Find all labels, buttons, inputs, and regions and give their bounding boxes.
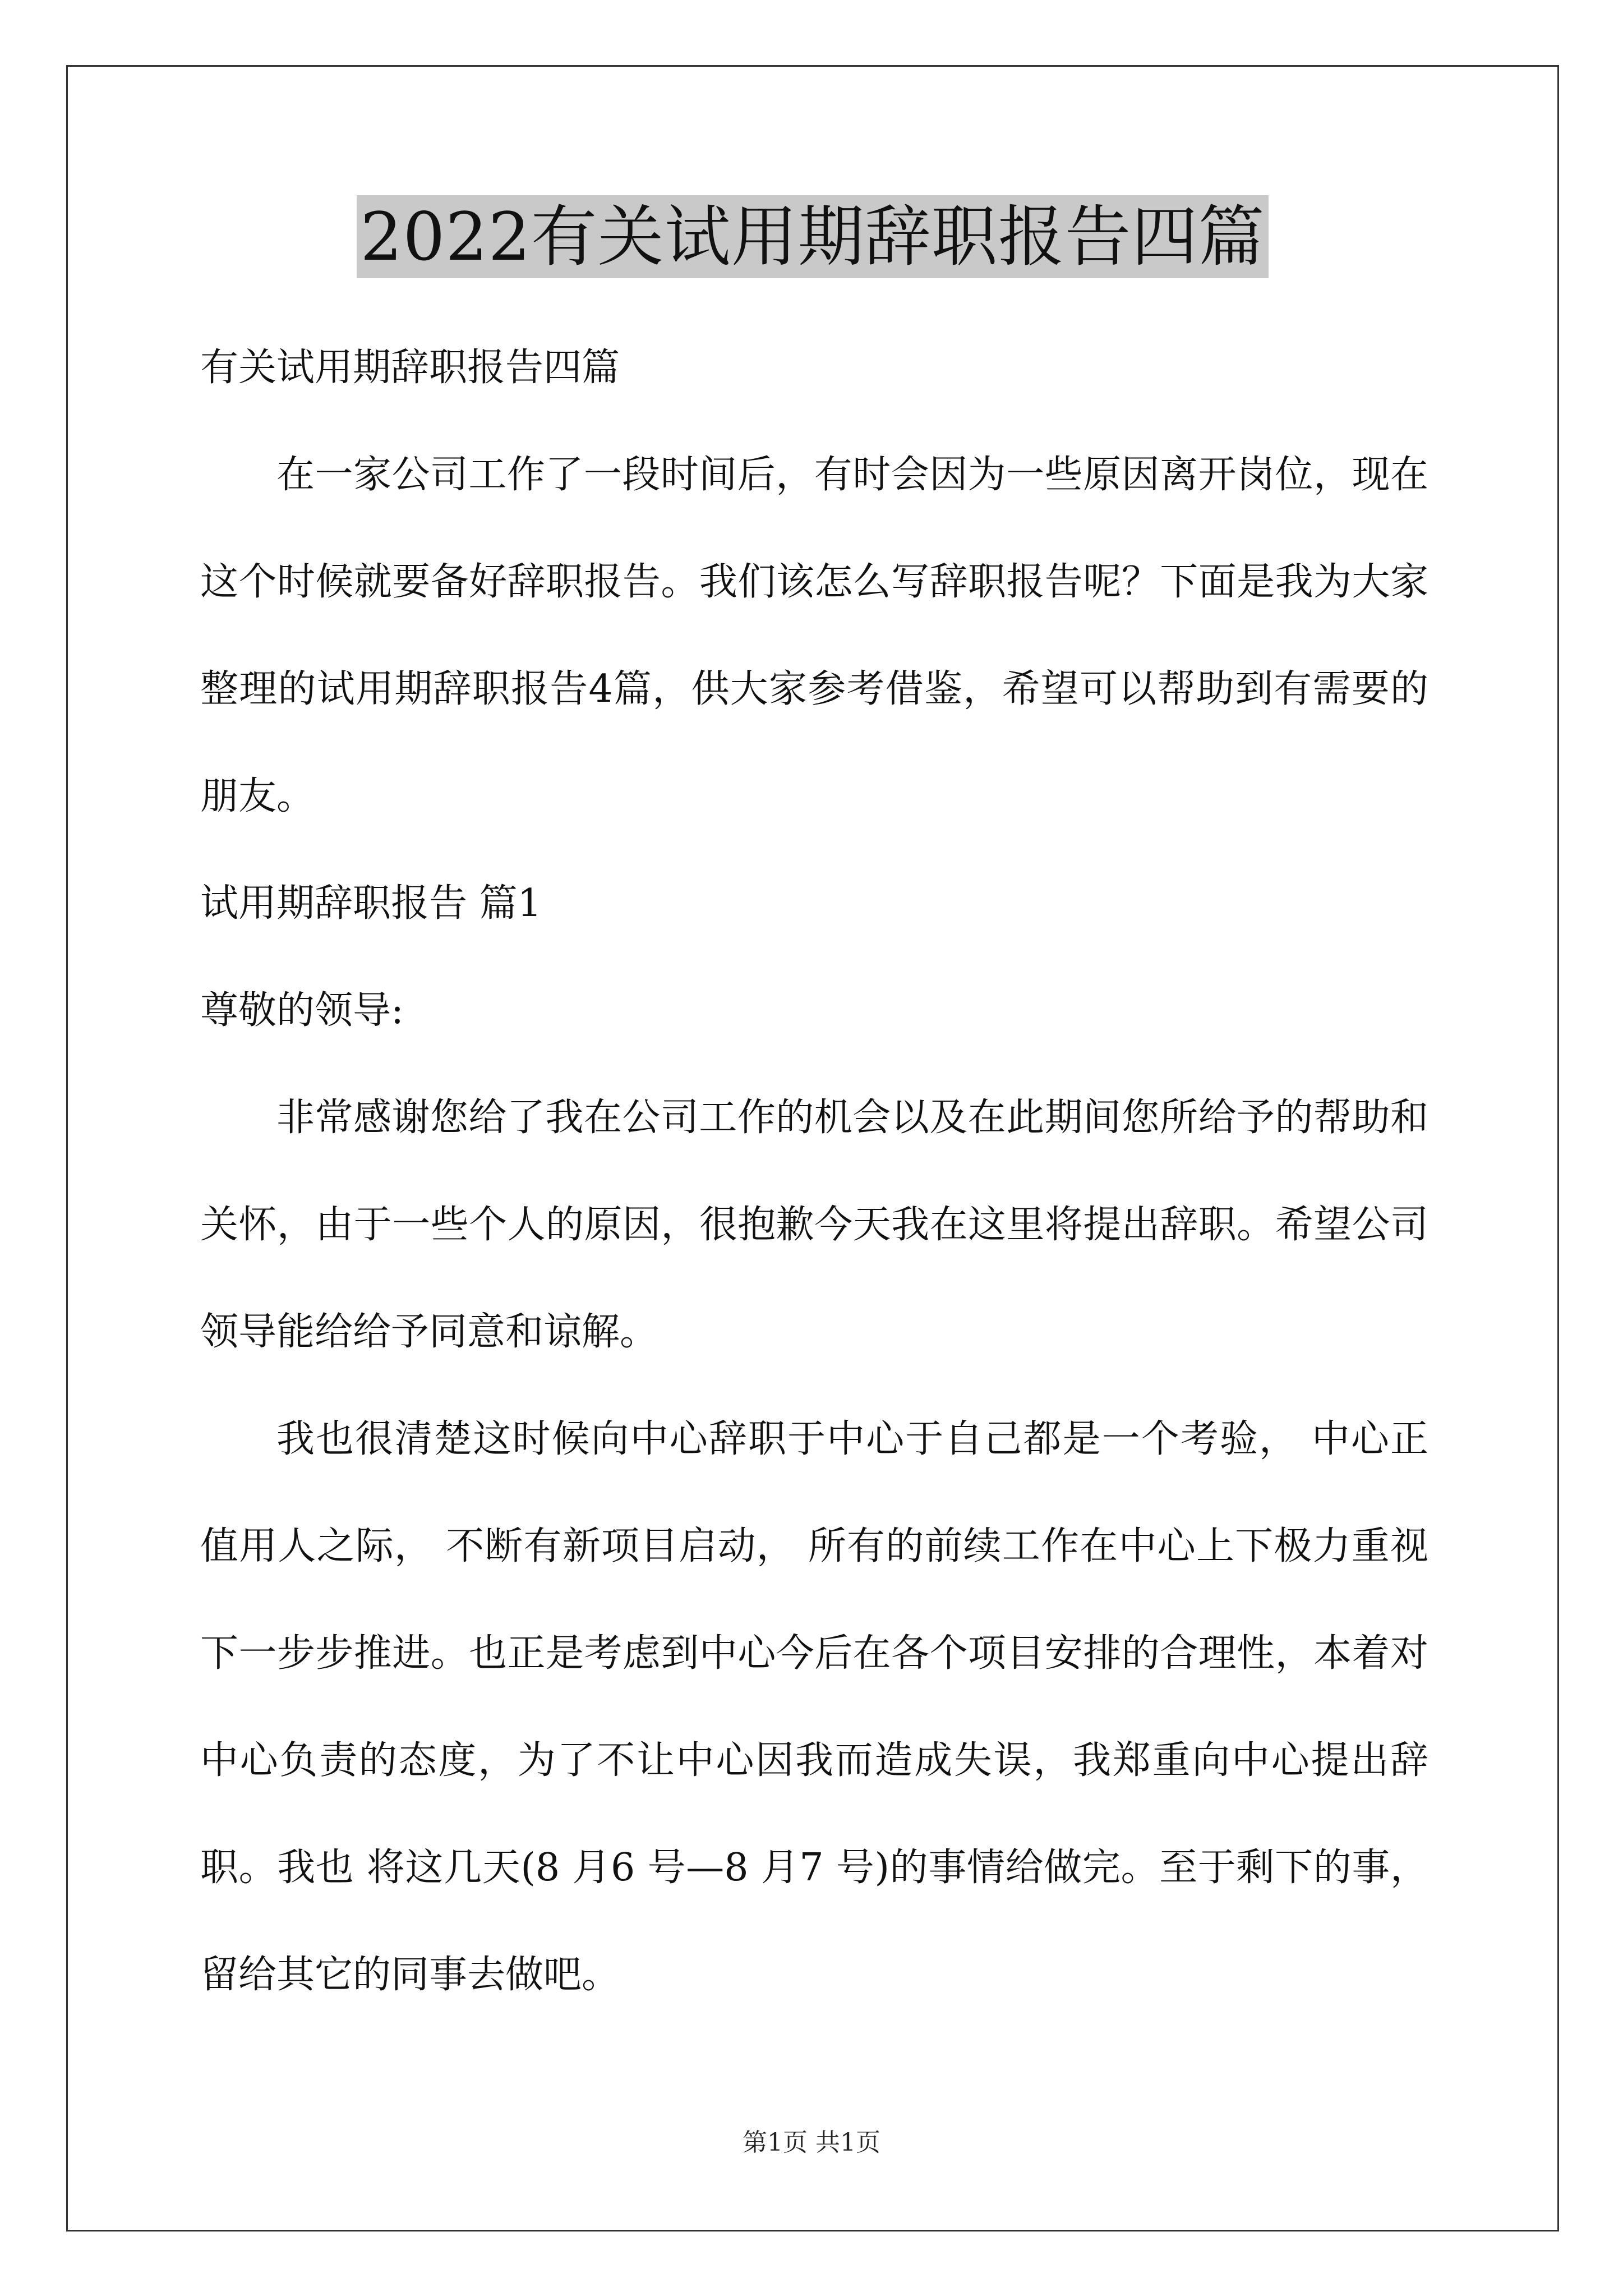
document-body — [200, 314, 1428, 2028]
document-title: 2022有关试用期辞职报告四篇 — [357, 195, 1268, 278]
title-container — [66, 195, 1559, 278]
salutation: 尊敬的领导: — [200, 988, 404, 1033]
section-heading: 试用期辞职报告 篇1 — [200, 881, 542, 926]
subtitle-paragraph: 有关试用期辞职报告四篇 — [200, 346, 620, 390]
body-paragraph: 非常感谢您给了我在公司工作的机会以及在此期间您所给予的帮助和关怀，由于一些个人的原因，很抱歉今天我在这里将提出辞职。希望公司领导能给给予同意和谅解。 — [200, 1096, 1428, 1354]
body-paragraph: 我也很清楚这时候向中心辞职于中心于自己都是一个考验， 中心正值用人之际， 不断有新项目启动， 所有的前续工作在中心上下极力重视下一步步推进。也正是考虑到中心今后在各个项目安排的合理性，本着对中心负责的态度，为了不让中心因我而造成失误，我郑重向中心提出辞职。我也 将这几天(8 月6 号—8 月7 号)的事情给做完。至于剩下的事，留给其它的同事去做吧。 — [200, 1417, 1428, 1997]
intro-paragraph: 在一家公司工作了一段时间后，有时会因为一些原因离开岗位，现在这个时候就要备好辞职报告。我们该怎么写辞职报告呢？下面是我为大家整理的试用期辞职报告4篇，供大家参考借鉴，希望可以帮助到有需要的朋友。 — [200, 453, 1428, 818]
page-footer: 第1页 共1页 — [743, 2128, 880, 2157]
